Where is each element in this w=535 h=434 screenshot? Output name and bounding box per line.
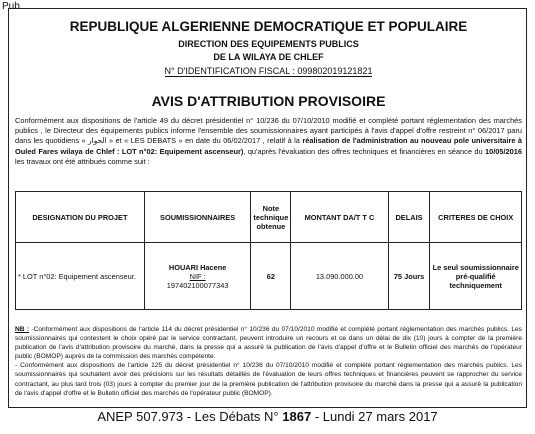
nif-label: NIF : [189,271,206,281]
nb-text-2: - Conformément aux dispositions de l'article 125 du décret présidentiel n° 10/236 du 07/10/2010 modifié et complété portant réglementation des marchés publics. Les soumissionnaires qui souhaitent avoir des précisions sur les résultats détaillés de l'évaluation de leurs offres techniques et financières peuvent se rapprocher du service contractant, au plus tard trois (03) jours à compter du premier jour de la première publication de l'attribution provisoire du marché dans la presse qui a assuré la publication de l'avis d'appel d'offre et le Bulletin officiel des marchés de l'opérateur public (BOMOP). [15,362,522,397]
nb-text-1: -Conformément aux dispositions de l'article 114 du décret présidentiel n° 10/236 du 07/10/2010 modifié et complété portant réglementation des marchés publics. Les soumissionnaires qui contestent le choix opéré par le service contractant, peuvent introduire un recours et ce dans un délai de dix (10) jours à compter de la première publication de l'avis d'attribution provisoire du marché, dans la presse qui a assuré la publication de l'avis d'appel d'offre et le Bulletin officiel des marchés de l'opérateur public (BOMOP) auprès de la commission des marchés compétente. [15,326,522,361]
footer-issue-label: N° [264,409,279,424]
pub-label: Pub [2,1,20,12]
wilaya-heading: DE LA WILAYA DE CHLEF [213,52,324,62]
publication-footer [0,409,535,424]
intro-text-2: , qu'après l'évaluation des offres techniques et financières en séance du [243,146,483,156]
attribution-table [15,191,522,310]
footer-issue-number: 1867 [282,409,312,424]
cell-soumissionnaire [144,243,251,310]
cell-montant: 13.090.000.00 [291,243,388,310]
fiscal-id-text: N° D'IDENTIFICATION FISCAL : 099802019121821 [164,66,373,76]
cell-note: 62 [251,243,291,310]
cell-designation: * LOT n°02: Equipement ascenseur. [16,243,145,310]
table-row [16,243,522,310]
nif-value: 197402100077343 [166,280,229,290]
fiscal-id-line [9,66,528,76]
announcement-frame [8,8,527,408]
nb-section [15,325,522,398]
intro-project-bold: réalisation de l'administration au nouveau pole universitaire à Ouled Fares wilaya de Chlef : LOT n°02: Equipement ascenseur) [15,136,522,156]
footer-date: - Lundi 27 mars 2017 [314,409,438,424]
col-soumissionnaires: SOUMISSIONNAIRES [144,192,251,243]
cell-delais: 75 Jours [388,243,430,310]
republic-heading: REPUBLIQUE ALGERIENNE DEMOCRATIQUE ET POPULAIRE [69,19,468,34]
col-designation: DESIGNATION DU PROJET [16,192,145,243]
bidder-name: HOUARI Hacene [168,262,227,272]
footer-agency: ANEP 507.973 - Les Débats [97,409,261,424]
notice-title: AVIS D'ATTRIBUTION PROVISOIRE [151,93,386,109]
col-delais: DELAIS [388,192,430,243]
col-note: Note technique obtenue [251,192,291,243]
cell-critere: Le seul soumissionnaire pré-qualifié techniquement [430,243,522,310]
intro-text-3: les travaux ont été attribués comme suit : [15,156,150,166]
table-header-row [16,192,522,243]
direction-heading: DIRECTION DES EQUIPEMENTS PUBLICS [178,39,359,49]
nb-label: NB : [15,326,30,333]
intro-text-1: Conformément aux dispositions de l'article 49 du décret présidentiel n° 10/236 du 07/10/2010 modifié et complété portant réglementation des marchés publics , le Directeur des équipements publics informe l'ensemble des soumissionnaires ayant participés à l'avis d'appel d'offre restreint n° 06/2017 paru dans les quotidiens « الحوار » et « LES DEBATS » en date du 06/02/2017 , relatif à la [15,116,522,146]
intro-paragraph [15,116,522,167]
intro-date-bold: 10/05/2016 [485,146,522,156]
col-criteres: CRITERES DE CHOIX [430,192,522,243]
col-montant: MONTANT DA/T T C [291,192,388,243]
